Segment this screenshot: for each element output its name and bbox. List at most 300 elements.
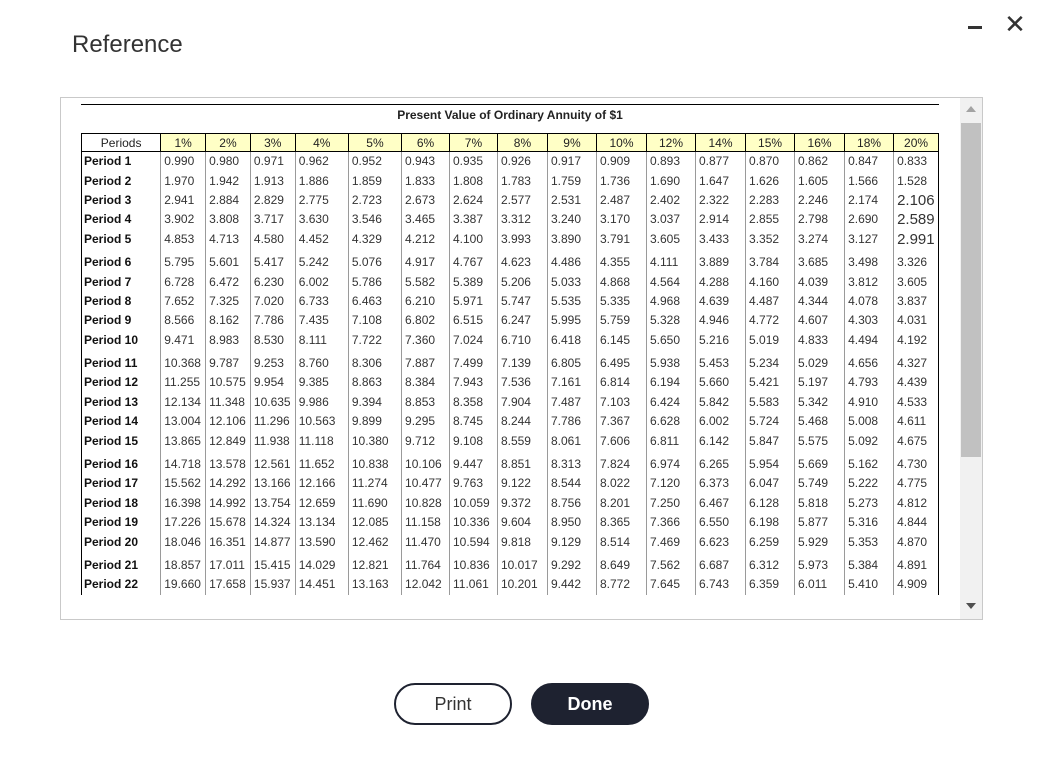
table-cell: 7.786 [250, 311, 295, 330]
table-cell: 4.611 [894, 412, 939, 431]
table-cell: 3.902 [161, 210, 206, 229]
dialog-title: Reference [72, 31, 183, 58]
table-cell: 5.162 [845, 455, 894, 474]
table-cell: 5.222 [845, 474, 894, 493]
table-cell: 9.442 [547, 575, 596, 594]
table-cell: 5.818 [795, 494, 845, 513]
print-button[interactable]: Print [394, 683, 512, 725]
table-cell: 6.002 [295, 272, 348, 291]
table-cell: 3.170 [596, 210, 646, 229]
rate-header: 8% [497, 134, 547, 152]
table-cell: 7.652 [161, 292, 206, 311]
table-cell: 11.938 [250, 431, 295, 450]
table-cell: 0.870 [746, 152, 795, 172]
table-cell: 2.941 [161, 191, 206, 210]
rate-header: 14% [696, 134, 746, 152]
table-cell: 0.917 [547, 152, 596, 172]
period-label: Period 8 [82, 292, 161, 311]
table-cell: 2.531 [547, 191, 596, 210]
table-cell: 1.859 [348, 171, 401, 190]
table-cell: 6.418 [547, 331, 596, 350]
table-cell: 7.887 [402, 354, 450, 373]
table-cell: 6.974 [647, 455, 696, 474]
table-cell: 0.935 [449, 152, 497, 172]
table-cell: 6.247 [497, 311, 547, 330]
table-cell: 10.368 [161, 354, 206, 373]
table-cell: 7.250 [647, 494, 696, 513]
table-cell: 18.857 [161, 556, 206, 575]
table-cell: 6.550 [696, 513, 746, 532]
table-cell: 3.784 [746, 253, 795, 272]
period-label: Period 3 [82, 191, 161, 210]
table-cell: 10.017 [497, 556, 547, 575]
table-cell: 2.914 [696, 210, 746, 229]
table-cell: 4.212 [402, 230, 450, 249]
table-cell: 2.487 [596, 191, 646, 210]
table-cell: 7.536 [497, 373, 547, 392]
table-cell: 9.763 [449, 474, 497, 493]
table-cell: 7.366 [647, 513, 696, 532]
table-cell: 3.993 [497, 230, 547, 249]
table-cell: 4.564 [647, 272, 696, 291]
table-cell: 5.601 [206, 253, 251, 272]
table-cell: 12.042 [402, 575, 450, 594]
table-cell: 6.312 [746, 556, 795, 575]
table-cell: 9.604 [497, 513, 547, 532]
table-cell: 2.884 [206, 191, 251, 210]
table-cell: 4.917 [402, 253, 450, 272]
table-cell: 8.950 [547, 513, 596, 532]
table-cell: 1.942 [206, 171, 251, 190]
table-cell: 8.772 [596, 575, 646, 594]
table-cell: 1.528 [894, 171, 939, 190]
scrollbar[interactable] [960, 98, 982, 619]
table-cell: 7.367 [596, 412, 646, 431]
table-cell: 11.274 [348, 474, 401, 493]
table-cell: 5.033 [547, 272, 596, 291]
table-cell: 6.265 [696, 455, 746, 474]
table-cell: 2.829 [250, 191, 295, 210]
table-cell: 3.605 [894, 272, 939, 291]
table-cell: 4.355 [596, 253, 646, 272]
table-cell: 4.833 [795, 331, 845, 350]
table-cell: 9.818 [497, 532, 547, 551]
table-row [82, 311, 939, 330]
period-label: Period 20 [82, 532, 161, 551]
table-cell: 7.499 [449, 354, 497, 373]
table-cell: 9.253 [250, 354, 295, 373]
table-cell: 2.690 [845, 210, 894, 229]
table-cell: 8.649 [596, 556, 646, 575]
table-cell: 6.743 [696, 575, 746, 594]
rate-header: 16% [795, 134, 845, 152]
table-cell: 6.467 [696, 494, 746, 513]
close-icon[interactable]: ✕ [1004, 10, 1026, 40]
table-cell: 9.292 [547, 556, 596, 575]
table-cell: 4.793 [845, 373, 894, 392]
table-row [82, 412, 939, 431]
table-cell: 0.962 [295, 152, 348, 172]
table-row [82, 152, 939, 172]
table-cell: 7.786 [547, 412, 596, 431]
table-cell: 0.971 [250, 152, 295, 172]
table-cell: 4.452 [295, 230, 348, 249]
table-cell: 7.722 [348, 331, 401, 350]
table-cell: 0.980 [206, 152, 251, 172]
reference-viewer[interactable] [60, 97, 983, 620]
table-cell: 4.656 [845, 354, 894, 373]
table-cell: 6.628 [647, 412, 696, 431]
table-cell: 15.562 [161, 474, 206, 493]
period-label: Period 19 [82, 513, 161, 532]
period-label: Period 11 [82, 354, 161, 373]
scroll-thumb[interactable] [961, 123, 981, 457]
table-cell: 0.909 [596, 152, 646, 172]
table-cell: 8.061 [547, 431, 596, 450]
scroll-down-icon[interactable] [966, 603, 976, 609]
table-cell: 2.174 [845, 191, 894, 210]
table-cell: 14.292 [206, 474, 251, 493]
table-cell: 8.983 [206, 331, 251, 350]
table-cell: 14.451 [295, 575, 348, 594]
table-cell: 7.103 [596, 393, 646, 412]
table-cell: 9.471 [161, 331, 206, 350]
table-cell: 4.868 [596, 272, 646, 291]
table-cell: 3.387 [449, 210, 497, 229]
table-row [82, 575, 939, 594]
table-cell: 3.326 [894, 253, 939, 272]
table-cell: 7.562 [647, 556, 696, 575]
table-cell: 9.899 [348, 412, 401, 431]
table-cell: 3.240 [547, 210, 596, 229]
table-cell: 5.759 [596, 311, 646, 330]
table-cell: 8.853 [402, 393, 450, 412]
table-cell: 9.385 [295, 373, 348, 392]
table-cell: 4.639 [696, 292, 746, 311]
table-cell: 1.647 [696, 171, 746, 190]
table-cell: 8.566 [161, 311, 206, 330]
table-cell: 1.783 [497, 171, 547, 190]
table-cell: 5.342 [795, 393, 845, 412]
table-row [82, 431, 939, 450]
table-cell: 4.344 [795, 292, 845, 311]
table-cell: 11.470 [402, 532, 450, 551]
table-cell: 11.158 [402, 513, 450, 532]
table-cell: 5.076 [348, 253, 401, 272]
table-cell: 12.821 [348, 556, 401, 575]
table-cell: 9.787 [206, 354, 251, 373]
table-cell: 5.029 [795, 354, 845, 373]
table-cell: 19.660 [161, 575, 206, 594]
table-cell: 9.712 [402, 431, 450, 450]
table-cell: 3.791 [596, 230, 646, 249]
table-cell: 4.329 [348, 230, 401, 249]
table-cell: 8.201 [596, 494, 646, 513]
period-label: Period 14 [82, 412, 161, 431]
table-cell: 11.255 [161, 373, 206, 392]
period-label: Period 7 [82, 272, 161, 291]
table-cell: 5.954 [746, 455, 795, 474]
rate-header: 3% [250, 134, 295, 152]
scroll-up-icon[interactable] [966, 106, 976, 112]
table-cell: 10.477 [402, 474, 450, 493]
table-cell: 6.424 [647, 393, 696, 412]
table-cell: 5.008 [845, 412, 894, 431]
table-cell: 6.145 [596, 331, 646, 350]
table-row [82, 556, 939, 575]
table-cell: 12.849 [206, 431, 251, 450]
table-cell: 1.626 [746, 171, 795, 190]
table-cell: 3.433 [696, 230, 746, 249]
table-cell: 2.775 [295, 191, 348, 210]
table-cell: 5.749 [795, 474, 845, 493]
table-header-row [82, 134, 939, 152]
table-cell: 5.389 [449, 272, 497, 291]
table-cell: 4.772 [746, 311, 795, 330]
table-cell: 3.685 [795, 253, 845, 272]
table-cell: 6.373 [696, 474, 746, 493]
table-cell: 2.322 [696, 191, 746, 210]
table-cell: 12.106 [206, 412, 251, 431]
table-cell: 13.163 [348, 575, 401, 594]
table-cell: 2.723 [348, 191, 401, 210]
table-cell: 3.890 [547, 230, 596, 249]
table-cell: 4.533 [894, 393, 939, 412]
period-label: Period 17 [82, 474, 161, 493]
table-cell: 2.991 [894, 230, 939, 249]
table-cell: 4.327 [894, 354, 939, 373]
table-cell: 6.230 [250, 272, 295, 291]
table-cell: 1.605 [795, 171, 845, 190]
table-cell: 7.161 [547, 373, 596, 392]
table-cell: 5.234 [746, 354, 795, 373]
rate-header: 9% [547, 134, 596, 152]
table-cell: 7.024 [449, 331, 497, 350]
table-cell: 4.968 [647, 292, 696, 311]
table-cell: 7.943 [449, 373, 497, 392]
table-cell: 16.351 [206, 532, 251, 551]
period-label: Period 18 [82, 494, 161, 513]
period-label: Period 2 [82, 171, 161, 190]
table-cell: 3.037 [647, 210, 696, 229]
table-cell: 6.047 [746, 474, 795, 493]
table-cell: 0.893 [647, 152, 696, 172]
table-cell: 5.206 [497, 272, 547, 291]
table-cell: 9.372 [497, 494, 547, 513]
table-cell: 5.971 [449, 292, 497, 311]
table-cell: 8.559 [497, 431, 547, 450]
table-cell: 1.759 [547, 171, 596, 190]
table-cell: 13.754 [250, 494, 295, 513]
table-cell: 7.824 [596, 455, 646, 474]
table-cell: 1.566 [845, 171, 894, 190]
table-cell: 15.415 [250, 556, 295, 575]
rate-header: 15% [746, 134, 795, 152]
period-label: Period 21 [82, 556, 161, 575]
table-cell: 16.398 [161, 494, 206, 513]
table-cell: 5.669 [795, 455, 845, 474]
table-cell: 8.313 [547, 455, 596, 474]
table-cell: 8.306 [348, 354, 401, 373]
table-cell: 5.929 [795, 532, 845, 551]
table-row [82, 494, 939, 513]
table-cell: 6.259 [746, 532, 795, 551]
table-cell: 4.844 [894, 513, 939, 532]
table-cell: 7.904 [497, 393, 547, 412]
table-cell: 5.417 [250, 253, 295, 272]
table-row [82, 230, 939, 249]
table-cell: 3.889 [696, 253, 746, 272]
table-cell: 4.031 [894, 311, 939, 330]
table-cell: 4.607 [795, 311, 845, 330]
table-cell: 4.111 [647, 253, 696, 272]
table-cell: 5.410 [845, 575, 894, 594]
table-cell: 3.717 [250, 210, 295, 229]
table-cell: 4.439 [894, 373, 939, 392]
table-cell: 4.909 [894, 575, 939, 594]
table-cell: 7.360 [402, 331, 450, 350]
table-cell: 6.194 [647, 373, 696, 392]
table-cell: 5.421 [746, 373, 795, 392]
table-cell: 11.118 [295, 431, 348, 450]
table-cell: 5.973 [795, 556, 845, 575]
period-label: Period 4 [82, 210, 161, 229]
table-cell: 11.652 [295, 455, 348, 474]
table-cell: 4.580 [250, 230, 295, 249]
table-cell: 1.970 [161, 171, 206, 190]
table-cell: 0.862 [795, 152, 845, 172]
table-cell: 5.384 [845, 556, 894, 575]
table-row [82, 331, 939, 350]
table-cell: 0.847 [845, 152, 894, 172]
table-cell: 14.029 [295, 556, 348, 575]
table-cell: 15.678 [206, 513, 251, 532]
table-cell: 5.242 [295, 253, 348, 272]
table-cell: 5.786 [348, 272, 401, 291]
table-cell: 2.589 [894, 210, 939, 229]
table-cell: 10.838 [348, 455, 401, 474]
period-label: Period 9 [82, 311, 161, 330]
table-cell: 8.022 [596, 474, 646, 493]
table-cell: 6.515 [449, 311, 497, 330]
rate-header: 7% [449, 134, 497, 152]
table-cell: 10.828 [402, 494, 450, 513]
table-cell: 4.946 [696, 311, 746, 330]
table-cell: 8.244 [497, 412, 547, 431]
table-cell: 6.495 [596, 354, 646, 373]
rate-header: 2% [206, 134, 251, 152]
rate-header: 18% [845, 134, 894, 152]
table-cell: 17.011 [206, 556, 251, 575]
table-cell: 2.283 [746, 191, 795, 210]
table-cell: 0.877 [696, 152, 746, 172]
table-cell: 10.836 [449, 556, 497, 575]
table-cell: 10.201 [497, 575, 547, 594]
table-cell: 7.108 [348, 311, 401, 330]
table-cell: 9.129 [547, 532, 596, 551]
table-cell: 4.039 [795, 272, 845, 291]
table-cell: 1.886 [295, 171, 348, 190]
table-cell: 13.134 [295, 513, 348, 532]
table-cell: 5.747 [497, 292, 547, 311]
table-row [82, 191, 939, 210]
table-cell: 10.380 [348, 431, 401, 450]
table-cell: 11.764 [402, 556, 450, 575]
table-cell: 4.288 [696, 272, 746, 291]
table-cell: 5.019 [746, 331, 795, 350]
table-cell: 4.870 [894, 532, 939, 551]
table-cell: 1.833 [402, 171, 450, 190]
table-cell: 4.623 [497, 253, 547, 272]
table-cell: 6.472 [206, 272, 251, 291]
table-cell: 10.575 [206, 373, 251, 392]
table-cell: 13.865 [161, 431, 206, 450]
table-cell: 3.812 [845, 272, 894, 291]
table-cell: 5.724 [746, 412, 795, 431]
table-cell: 13.166 [250, 474, 295, 493]
table-cell: 6.359 [746, 575, 795, 594]
table-cell: 10.059 [449, 494, 497, 513]
period-label: Period 6 [82, 253, 161, 272]
table-cell: 9.108 [449, 431, 497, 450]
table-cell: 2.673 [402, 191, 450, 210]
period-label: Period 12 [82, 373, 161, 392]
table-cell: 14.718 [161, 455, 206, 474]
table-cell: 8.162 [206, 311, 251, 330]
document-title: Present Value of Ordinary Annuity of $1 [397, 108, 623, 122]
done-button[interactable]: Done [531, 683, 649, 725]
table-cell: 6.687 [696, 556, 746, 575]
table-cell: 8.745 [449, 412, 497, 431]
table-cell: 5.877 [795, 513, 845, 532]
table-cell: 13.004 [161, 412, 206, 431]
table-row [82, 513, 939, 532]
rate-header: 4% [295, 134, 348, 152]
table-cell: 4.487 [746, 292, 795, 311]
table-cell: 4.812 [894, 494, 939, 513]
rate-header: 1% [161, 134, 206, 152]
table-cell: 6.814 [596, 373, 646, 392]
table-cell: 10.336 [449, 513, 497, 532]
minimize-icon[interactable] [968, 26, 982, 29]
table-cell: 0.990 [161, 152, 206, 172]
table-cell: 5.535 [547, 292, 596, 311]
table-cell: 4.767 [449, 253, 497, 272]
table-cell: 4.100 [449, 230, 497, 249]
table-cell: 8.530 [250, 331, 295, 350]
table-cell: 4.160 [746, 272, 795, 291]
table-cell: 0.833 [894, 152, 939, 172]
table-cell: 7.487 [547, 393, 596, 412]
table-cell: 8.358 [449, 393, 497, 412]
table-cell: 4.775 [894, 474, 939, 493]
table-cell: 8.365 [596, 513, 646, 532]
table-cell: 4.303 [845, 311, 894, 330]
table-cell: 6.623 [696, 532, 746, 551]
table-cell: 4.494 [845, 331, 894, 350]
rate-header: 10% [596, 134, 646, 152]
table-cell: 3.837 [894, 292, 939, 311]
table-cell: 14.992 [206, 494, 251, 513]
table-cell: 9.447 [449, 455, 497, 474]
table-cell: 4.078 [845, 292, 894, 311]
table-cell: 5.582 [402, 272, 450, 291]
table-cell: 5.795 [161, 253, 206, 272]
table-cell: 5.468 [795, 412, 845, 431]
table-cell: 4.486 [547, 253, 596, 272]
table-cell: 12.462 [348, 532, 401, 551]
table-cell: 8.756 [547, 494, 596, 513]
